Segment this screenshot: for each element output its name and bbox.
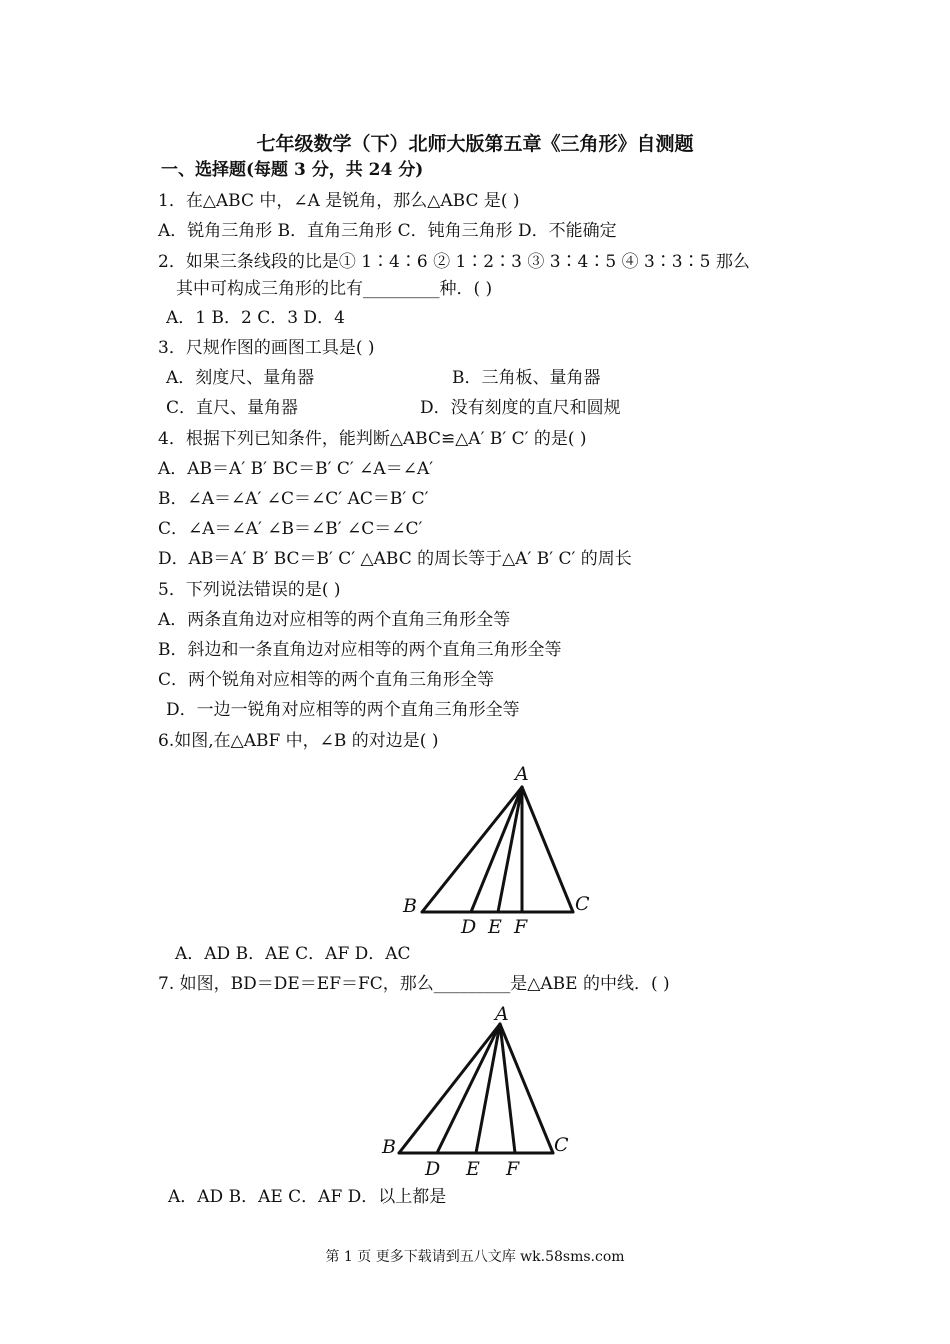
question-3-stem: 3．尺规作图的画图工具是( ): [158, 338, 375, 358]
question-3-option-d: D．没有刻度的直尺和圆规: [420, 398, 621, 418]
vertex-label-a: A: [495, 1003, 509, 1025]
question-5-option-a: A．两条直角边对应相等的两个直角三角形全等: [158, 610, 511, 630]
vertex-label-b: B: [403, 895, 417, 917]
question-6-stem: 6.如图,在△ABF 中，∠B 的对边是( ): [158, 731, 439, 751]
point-label-e: E: [466, 1158, 480, 1180]
question-1-options: A．锐角三角形 B．直角三角形 C．钝角三角形 D．不能确定: [158, 221, 617, 241]
page-footer: 第 1 页 更多下载请到五八文库 wk.58sms.com: [325, 1249, 625, 1265]
vertex-label-c: C: [575, 893, 590, 915]
question-7-options: A．AD B．AE C．AF D．以上都是: [168, 1187, 447, 1207]
question-4-stem: 4．根据下列已知条件，能判断△ABC≌△A′ B′ C′ 的是( ): [158, 429, 587, 449]
question-4-option-a: A．AB＝A′ B′ BC＝B′ C′ ∠A＝∠A′: [158, 459, 434, 479]
page-title: 七年级数学（下）北师大版第五章《三角形》自测题: [256, 133, 694, 155]
point-label-d: D: [425, 1158, 441, 1180]
segment-ad: [471, 787, 522, 912]
segment-ab: [422, 787, 522, 912]
question-2-stem: 2．如果三条线段的比是① 1∶4∶6 ② 1∶2∶3 ③ 3∶4∶5 ④ 3∶3∶5 那么: [158, 252, 750, 272]
vertex-label-a: A: [515, 763, 529, 785]
question-5-option-b: B．斜边和一条直角边对应相等的两个直角三角形全等: [158, 640, 562, 660]
question-4-option-c: C．∠A＝∠A′ ∠B＝∠B′ ∠C＝∠C′: [158, 519, 423, 539]
segment-ab: [399, 1024, 500, 1153]
point-label-f: F: [506, 1158, 520, 1180]
vertex-label-c: C: [554, 1134, 569, 1156]
question-3-option-b: B．三角板、量角器: [452, 368, 601, 388]
question-4-option-b: B．∠A＝∠A′ ∠C＝∠C′ AC＝B′ C′: [158, 489, 429, 509]
vertex-label-b: B: [382, 1136, 396, 1158]
question-2-options: A．1 B．2 C．3 D．4: [166, 308, 345, 328]
segment-ad: [437, 1024, 500, 1153]
question-2-stem-continued: 其中可构成三角形的比有_________种．( ): [176, 279, 493, 299]
question-6-options: A．AD B．AE C．AF D．AC: [175, 944, 411, 964]
question-3-option-a: A．刻度尺、量角器: [166, 368, 315, 388]
question-5-stem: 5．下列说法错误的是( ): [158, 580, 341, 600]
point-label-f: F: [514, 916, 528, 938]
question-5-option-d: D．一边一锐角对应相等的两个直角三角形全等: [166, 700, 520, 720]
question-1-stem: 1．在△ABC 中，∠A 是锐角，那么△ABC 是( ): [158, 191, 520, 211]
segment-ae: [498, 787, 522, 912]
question-7-figure: [375, 1000, 585, 1185]
question-6-figure: [395, 760, 605, 940]
question-4-option-d: D．AB＝A′ B′ BC＝B′ C′ △ABC 的周长等于△A′ B′ C′ 的周长: [158, 549, 632, 569]
segment-ac: [522, 787, 573, 912]
point-label-d: D: [461, 916, 477, 938]
segment-ae: [476, 1024, 500, 1153]
point-label-e: E: [488, 916, 502, 938]
question-3-option-c: C．直尺、量角器: [166, 398, 299, 418]
section-heading: 一、选择题(每题 3 分，共 24 分): [161, 160, 424, 180]
question-5-option-c: C．两个锐角对应相等的两个直角三角形全等: [158, 670, 495, 690]
question-7-stem: 7. 如图，BD＝DE＝EF＝FC，那么_________是△ABE 的中线．( ): [158, 974, 670, 994]
